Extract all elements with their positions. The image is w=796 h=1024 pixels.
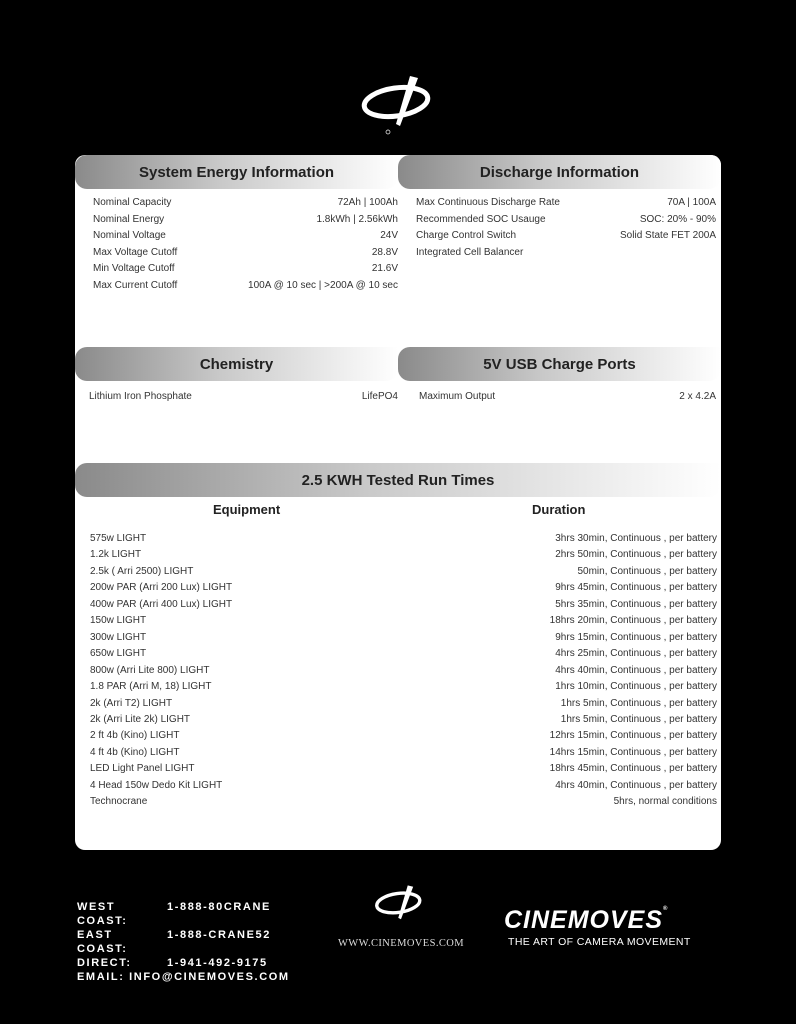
runtimes-header (75, 463, 721, 497)
equipment-cell: 4 Head 150w Dedo Kit LIGHT (90, 779, 223, 791)
equipment-cell: 400w PAR (Arri 400 Lux) LIGHT (90, 598, 233, 610)
duration-cell: 4hrs 40min, Continuous , per battery (555, 779, 717, 791)
list-item (89, 391, 398, 402)
row-value: 2 x 4.2A (679, 391, 716, 402)
contact-value: INFO@CINEMOVES.COM (129, 971, 290, 983)
equipment-cell: 1.8 PAR (Arri M, 18) LIGHT (90, 681, 212, 693)
row-value: 1.8kWh | 2.56kWh (316, 214, 398, 225)
system-energy-title: System Energy Information (138, 163, 335, 181)
equipment-cell: 800w (Arri Lite 800) LIGHT (90, 664, 210, 676)
brand-name: CINEMOVES® (504, 906, 669, 934)
row-label: Recommended SOC Usauge (416, 214, 546, 225)
brand-tagline: THE ART OF CAMERA MOVEMENT (508, 936, 691, 948)
row-label: Integrated Cell Balancer (416, 247, 524, 258)
duration-cell: 5hrs 35min, Continuous , per battery (555, 598, 717, 610)
cinemoves-logo-icon (358, 74, 448, 136)
contact-line (77, 928, 290, 956)
list-item (93, 280, 398, 291)
table-row (90, 615, 717, 626)
list-item (93, 197, 398, 208)
row-label: Max Continuous Discharge Rate (416, 197, 560, 208)
chemistry-title: Chemistry (199, 355, 274, 373)
duration-cell: 4hrs 40min, Continuous , per battery (555, 664, 717, 676)
table-row (90, 599, 717, 610)
brand-text: CINEMOVES (504, 906, 664, 934)
contact-label: WEST COAST: (77, 901, 128, 927)
contact-label: EAST COAST: (77, 929, 128, 955)
row-value: 100A @ 10 sec | >200A @ 10 sec (248, 280, 398, 291)
equipment-cell: 200w PAR (Arri 200 Lux) LIGHT (90, 582, 233, 594)
discharge-title: Discharge Information (479, 163, 640, 181)
row-value: 72Ah | 100Ah (337, 197, 398, 208)
list-item (416, 230, 716, 241)
duration-cell: 1hrs 5min, Continuous , per battery (560, 713, 717, 725)
table-row (90, 665, 717, 676)
system-energy-header (75, 155, 398, 189)
duration-cell: 9hrs 15min, Continuous , per battery (555, 631, 717, 643)
equipment-cell: 2k (Arri T2) LIGHT (90, 697, 173, 709)
contact-line (77, 956, 290, 970)
row-value: 24V (380, 230, 398, 241)
equipment-cell: LED Light Panel LIGHT (90, 763, 195, 775)
row-value: 28.8V (371, 247, 398, 258)
duration-cell: 50min, Continuous , per battery (577, 565, 717, 577)
equipment-header: Equipment (213, 502, 281, 517)
contact-value: 1-941-492-9175 (167, 957, 268, 969)
row-label: Charge Control Switch (416, 230, 517, 241)
duration-cell: 12hrs 15min, Continuous , per battery (549, 730, 717, 742)
duration-cell: 9hrs 45min, Continuous , per battery (555, 582, 717, 594)
list-item (93, 230, 398, 241)
table-row (90, 747, 717, 758)
row-value: SOC: 20% - 90% (639, 214, 716, 225)
table-row (90, 714, 717, 725)
table-row (90, 698, 717, 709)
list-item (416, 247, 716, 258)
duration-cell: 18hrs 20min, Continuous , per battery (549, 615, 717, 627)
table-row (90, 796, 717, 807)
list-item (419, 391, 716, 402)
equipment-cell: 4 ft 4b (Kino) LIGHT (90, 746, 180, 758)
duration-cell: 3hrs 30min, Continuous , per battery (555, 533, 717, 544)
row-label: Maximum Output (419, 391, 496, 402)
duration-header: Duration (532, 502, 586, 517)
contact-label: EMAIL: (77, 971, 125, 983)
footer-contacts (77, 900, 290, 984)
contact-label: DIRECT: (77, 957, 132, 969)
contact-value: 1-888-80CRANE (167, 901, 271, 913)
row-value: Solid State FET 200A (620, 230, 716, 241)
equipment-cell: 575w LIGHT (90, 533, 147, 544)
table-row (90, 533, 717, 544)
duration-cell: 4hrs 25min, Continuous , per battery (555, 648, 717, 660)
table-row (90, 780, 717, 791)
row-value: 70A | 100A (667, 197, 716, 208)
row-label: Nominal Energy (93, 214, 165, 225)
duration-cell: 2hrs 50min, Continuous , per battery (555, 549, 717, 561)
row-label: Nominal Voltage (93, 230, 166, 241)
table-row (90, 549, 717, 560)
equipment-cell: 2.5k ( Arri 2500) LIGHT (90, 565, 194, 577)
table-row (90, 632, 717, 643)
table-row (90, 566, 717, 577)
duration-cell: 14hrs 15min, Continuous , per battery (549, 746, 717, 758)
contact-line (77, 970, 290, 984)
row-label: Nominal Capacity (93, 197, 172, 208)
equipment-cell: 650w LIGHT (90, 648, 147, 660)
duration-cell: 1hrs 5min, Continuous , per battery (560, 697, 717, 709)
contact-value: 1-888-CRANE52 (167, 929, 271, 941)
row-label: Max Voltage Cutoff (93, 247, 178, 258)
table-row (90, 681, 717, 692)
equipment-cell: 2 ft 4b (Kino) LIGHT (90, 730, 180, 742)
row-label: Min Voltage Cutoff (93, 263, 175, 274)
equipment-cell: 300w LIGHT (90, 631, 147, 643)
chemistry-header (75, 347, 398, 381)
contact-line (77, 900, 290, 928)
duration-cell: 5hrs, normal conditions (613, 796, 717, 808)
list-item (416, 197, 716, 208)
table-row (90, 763, 717, 774)
website-url: WWW.CINEMOVES.COM (338, 938, 464, 949)
list-item (416, 214, 716, 225)
usb-header (398, 347, 721, 381)
discharge-header (398, 155, 721, 189)
row-value: 21.6V (371, 263, 398, 274)
list-item (93, 263, 398, 274)
equipment-cell: 150w LIGHT (90, 615, 147, 627)
duration-cell: 1hrs 10min, Continuous , per battery (555, 681, 717, 693)
info-card (75, 155, 721, 850)
row-value: LifePO4 (361, 391, 398, 402)
equipment-cell: Technocrane (90, 796, 148, 808)
equipment-cell: 2k (Arri Lite 2k) LIGHT (90, 713, 191, 725)
usb-title: 5V USB Charge Ports (483, 355, 636, 373)
table-row (90, 582, 717, 593)
row-label: Lithium Iron Phosphate (89, 391, 192, 402)
list-item (93, 247, 398, 258)
runtimes-title: 2.5 KWH Tested Run Times (301, 471, 495, 489)
duration-cell: 18hrs 45min, Continuous , per battery (549, 763, 717, 775)
cinemoves-logo-icon (372, 884, 434, 926)
table-row (90, 648, 717, 659)
equipment-cell: 1.2k LIGHT (90, 549, 142, 561)
table-row (90, 730, 717, 741)
row-label: Max Current Cutoff (93, 280, 178, 291)
list-item (93, 214, 398, 225)
